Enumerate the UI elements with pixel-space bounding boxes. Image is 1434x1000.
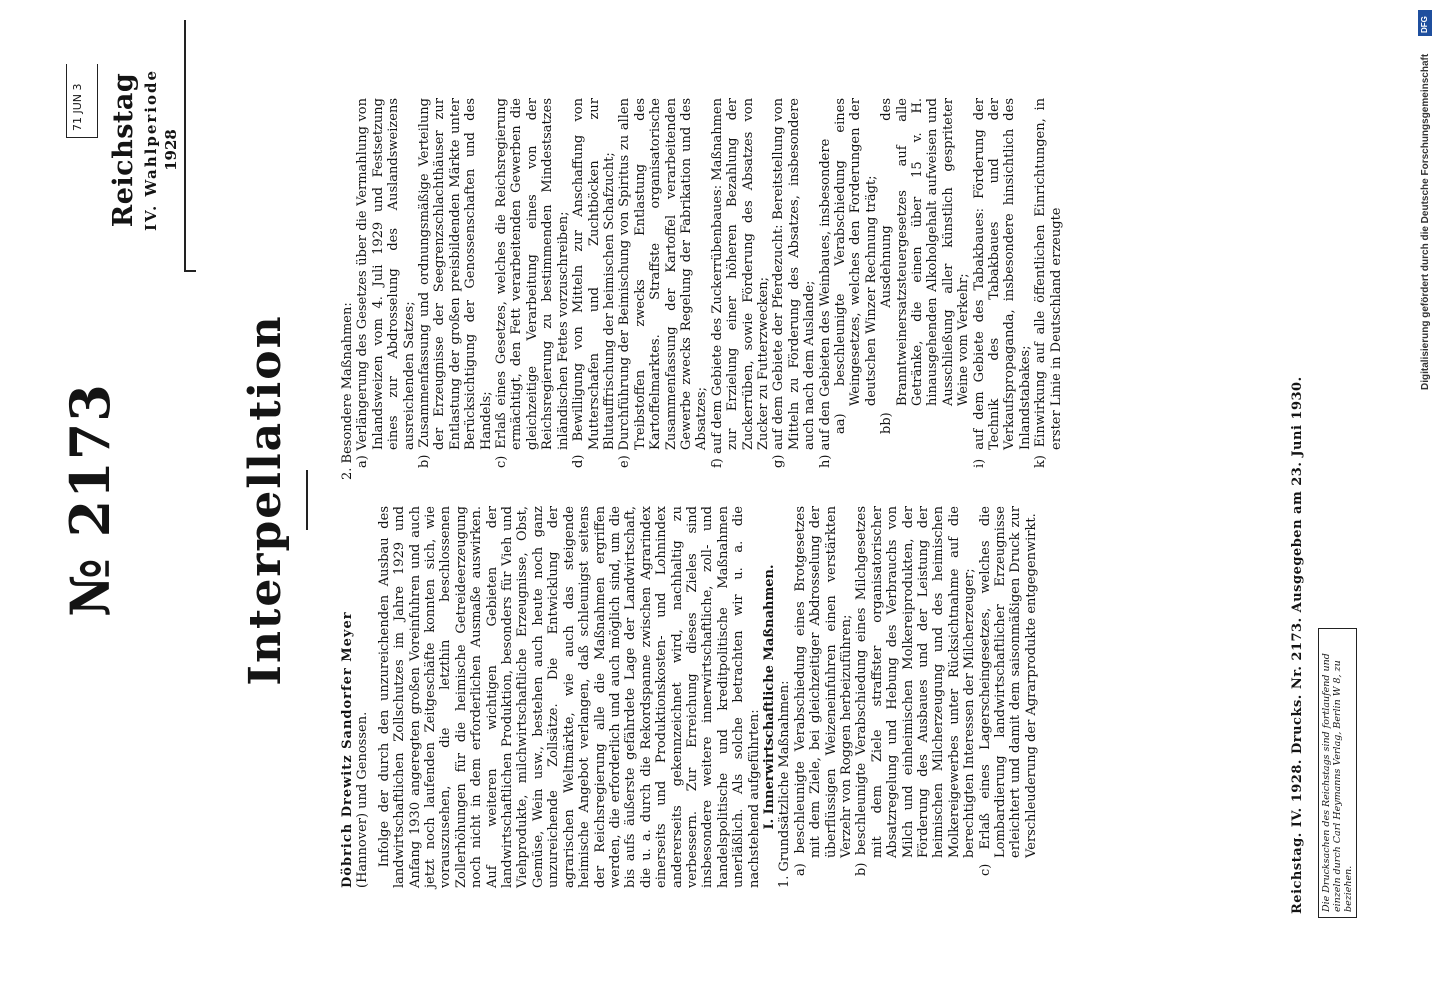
list-item: c) Erlaß eines Gesetzes, welches die Reichsregierung ermächtigt, den Fett verarbeitenden Gewerben die gleichzeitige Verarbeitung eines von der Reichsregierung zu bestimmenden Mindestsatzes inländischen Fettes vorzuschreiben; [494, 98, 571, 468]
list-item: h) auf den Gebieten des Weinbaues, insbesondere [817, 138, 833, 468]
section-heading: I. Innerwirtschaftliche Maßnahmen. [761, 564, 777, 830]
publisher-footnote: Die Drucksachen des Reichstags sind fortlaufend und einzeln durch Carl Heymanns Verlag, Berlin W 8, zu beziehen. [1318, 628, 1357, 918]
list-item: b) beschleunigte Verabschiedung eines Milchgesetzes mit dem Ziele straffster organisatorischer Absatzregelung und Hebung des Verbrauchs von Milch und einheimischen Molkereiprodukten, der Förderung des Ausbaues und der Leistung der heimischen Milcherzeugung und des heimischen Molkereigewerbes unter Rücksichtnahme auf die berechtigten Interessen der Milcherzeuger; [854, 506, 978, 876]
list-item: d) Bewilligung von Mitteln zur Anschaffung von Mutterschafen und Zuchtböcken zur Blutauffrischung der heimischen Schafzucht; [571, 98, 617, 468]
list-item: f) auf dem Gebiete des Zuckerrübenbaues: Maßnahmen zur Erzielung einer höheren Bezahlung der Zuckerrüben, sowie Förderung des Absatzes von Zucker zu Futterzwecken; [709, 98, 771, 468]
digitization-credit-text: Digitalisierung gefördert durch die Deutsche Forschungsgemeinschaft [1420, 53, 1431, 390]
authors-line: Döbrich Drewitz Sandorfer Meyer [340, 611, 355, 888]
nested-list-item: bb) Ausdehnung des Branntweinersatzsteuergesetzes auf alle Getränke, die einen über 15 v. H. hinausgehenden Alkoholgehalt aufweisen und Ausschließung aller künstlich gespriteter Weine vom Verkehr; [879, 98, 972, 434]
year-label: 1928 [162, 129, 180, 171]
right-column [340, 98, 1064, 480]
list-item: i) auf dem Gebiete des Tabakbaues: Förderung der Technik des Tabakbaues und der Verkaufspropaganda, insbesondere hinsichtlich des Inlandstabakes; [971, 98, 1033, 468]
reichstag-label: Reichstag [108, 72, 139, 228]
reichstag-header [108, 20, 180, 280]
subsection-heading: 1. Grundsätzliche Maßnahmen: [777, 680, 793, 888]
list-item: b) Zusammenfassung und ordnungsmäßige Verteilung der Erzeugnisse der Seegrenzschlachthäuser zur Entlastung der großen preisbildenden Märkte unter Berücksichtigung der Genossenschaften und des Handels; [417, 98, 494, 468]
list-item: a) beschleunigte Verabschiedung eines Brotgesetzes mit dem Ziele, bei gleichzeitiger Abdrosselung der überflüssigen Weizeneinfuhren einen verstärkten Verzehr von Roggen herbeizuführen; [792, 506, 854, 876]
date-stamp: 71 JUN 3 [66, 64, 98, 138]
title-rule [306, 470, 308, 530]
list-item: k) Einwirkung auf alle öffentlichen Einrichtungen, in erster Linie in Deutschland erzeugte [1033, 98, 1064, 468]
intro-paragraph: Infolge der durch den unzureichenden Ausbau des landwirtschaftlichen Zollschutzes im Jahre 1929 und Anfang 1930 angeregten großen Voreinfuhren und auch jetzt noch laufenden Zeitgeschäfte konnten sich, wie vorauszusehen, die letzthin beschlossenen Zollerhöhungen für die heimische Getreideerzeugung noch nicht in dem erforderlichen Ausmaße auswirken. Auf weiteren wichtigen Gebieten der landwirtschaftlichen Produktion, besonders für Vieh und Viehprodukte, milchwirtschaftliche Erzeugnisse, Obst, Gemüse, Wein usw., bestehen auch heute noch ganz unzureichende Zollsätze. Die Entwicklung der agrarischen Weltmärkte, wie auch das steigende heimische Angebot verlangen, daß schleunigst seitens der Reichsregierung alle die Maßnahmen ergriffen werden, die erforderlich und auch möglich sind, um die bis aufs äußerste gefährdete Lage der Landwirtschaft, die u. a. durch die Rekordspanne zwischen Agrarindex einerseits und Produktionskosten- und Lohnindex andererseits gekennzeichnet wird, nachhaltig zu verbessern. Zur Erreichung dieses Zieles sind insbesondere weitere innerwirtschaftliche, zoll- und handelspolitische und kreditpolitische Maßnahmen unerläßlich. Als solche betrachten wir u. a. die nachstehend aufgeführten: [376, 506, 762, 888]
nested-list-item: aa) beschleunigte Verabschiedung eines Weingesetzes, welches den Forderungen der deutschen Winzer Rechnung trägt; [833, 98, 879, 434]
digitization-credit [1420, 10, 1434, 990]
list-item: a) Verlängerung des Gesetzes über die Vermahlung von Inlandsweizen vom 4. Juli 1929 und Festsetzung eines zur Abdrosselung des Auslandsweizens ausreichenden Satzes; [355, 98, 417, 468]
subsection-heading: 2. Besondere Maßnahmen: [340, 302, 355, 480]
page-footer: Reichstag. IV. 1928. Drucks. Nr. 2173. Ausgegeben am 23. Juni 1930. [1290, 376, 1305, 914]
list-item: e) Durchführung der Beimischung von Spiritus zu allen Treibstoffen zwecks Entlastung des Kartoffelmarktes. Straffste organisatorische Zusammenfassung der Kartoffel verarbeitenden Gewerbe zwecks Regelung der Fabrikation und des Absatzes; [617, 98, 710, 468]
wahlperiode-label: IV. Wahlperiode [142, 69, 160, 232]
dfg-logo-text: DFG [1420, 16, 1429, 33]
authors-tail: (Hannover) und Genossen. [355, 711, 371, 888]
dfg-logo [1418, 10, 1432, 36]
list-item: c) Erlaß eines Lagerscheingesetzes, welches die Lombardierung landwirtschaftlicher Erzeugnisse erleichtert und damit dem saisonmäßigen Druck zur Verschleuderung der Agrarprodukte entgegenwirkt. [977, 506, 1039, 876]
list-item: g) auf dem Gebiete der Pferdezucht: Bereitstellung von Mitteln zu Förderung des Absatzes, insbesondere auch nach dem Auslande; [771, 98, 818, 468]
document-number: № 2173 [58, 383, 122, 617]
header-rule [184, 20, 186, 272]
header-bracket [184, 270, 196, 272]
document-title: Interpellation [240, 314, 291, 686]
left-column [340, 506, 1039, 888]
